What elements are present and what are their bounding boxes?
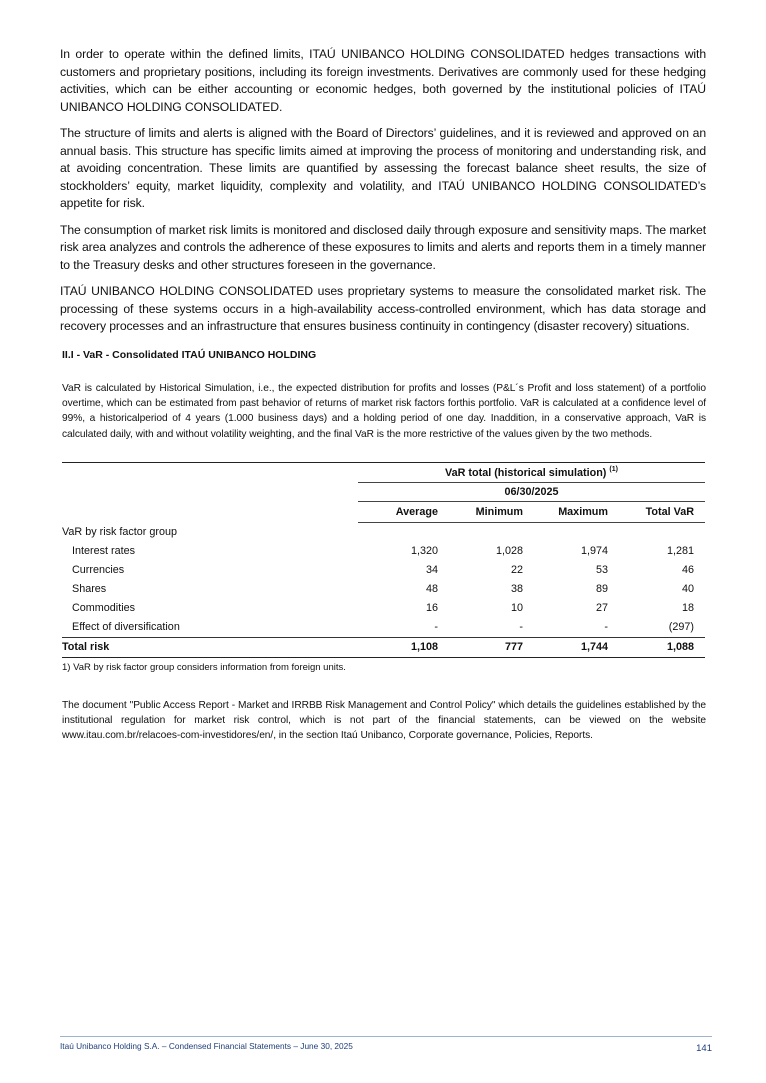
cell-value: 1,320 (410, 545, 438, 558)
cell-value: - (604, 621, 608, 634)
cell-value: 89 (595, 583, 608, 596)
group-row (62, 522, 705, 542)
paragraph-limit-consumption: The consumption of market risk limits is monitored and disclosed daily through exposure and sensitivity maps. The market risk area analyzes and controls the adherence of these exposures to limits and alerts and reports them in a timely manner to the Treasury desks and other structures foreseen in the governance. (60, 222, 706, 272)
table-row (62, 599, 705, 618)
cell-value: 16 (425, 602, 438, 615)
cell-value: 22 (510, 564, 523, 577)
column-header-total-var: Total VaR (619, 501, 705, 522)
row-label: Shares (72, 583, 107, 596)
table-title-footnote-marker: (1) (609, 465, 618, 473)
cell-value: 46 (681, 564, 694, 577)
cell-value: 27 (595, 602, 608, 615)
total-label: Total risk (62, 637, 358, 657)
cell-value: 1,028 (495, 545, 523, 558)
total-value: 1,088 (619, 637, 705, 657)
paragraph-hedging: In order to operate within the defined limits, ITAÚ UNIBANCO HOLDING CONSOLIDATED hedges transactions with customers and proprietary positions, including its foreign investments. Derivatives are commonly used for these hedging activities, which can be either accounting or economic hedges, both governed by the institutional policies of ITAÚ UNIBANCO HOLDING CONSOLIDATED. (60, 47, 706, 114)
cell-value: 1,974 (580, 545, 608, 558)
cell-value: 53 (595, 564, 608, 577)
page-content (60, 46, 706, 764)
page-number: 141 (696, 1043, 712, 1054)
var-table (62, 462, 705, 658)
table-date-row (62, 482, 705, 501)
cell-value: 10 (510, 602, 523, 615)
column-header-minimum: Minimum (449, 501, 534, 522)
row-label: Commodities (72, 602, 135, 615)
paragraph-proprietary-systems: ITAÚ UNIBANCO HOLDING CONSOLIDATED uses proprietary systems to measure the consolidated market risk. The processing of these systems occurs in a high-availability access-controlled environment, which has data storage and recovery processes and an infrastructure that ensures business continuity in contingency (disaster recovery) situations. (60, 284, 706, 333)
group-label: VaR by risk factor group (62, 525, 178, 538)
cell-value: 18 (681, 602, 694, 615)
column-header-average: Average (358, 501, 449, 522)
footer-text: Itaú Unibanco Holding S.A. – Condensed Financial Statements – June 30, 2025 (60, 1041, 353, 1051)
total-row (62, 637, 705, 657)
table-title: VaR total (historical simulation) $^{(1)}$ (358, 463, 705, 483)
table-row (62, 542, 705, 561)
cell-value: 40 (681, 583, 694, 596)
row-label: Effect of diversification (72, 621, 180, 634)
cell-value: 34 (425, 564, 438, 577)
row-label: Currencies (72, 564, 125, 577)
cell-value: - (519, 621, 523, 634)
cell-value: (297) (668, 621, 694, 634)
total-value: 1,744 (534, 637, 619, 657)
table-header-row (62, 501, 705, 522)
table-row (62, 580, 705, 599)
cell-value: 1,281 (666, 545, 694, 558)
table-date: 06/30/2025 (358, 482, 705, 501)
total-value: 777 (449, 637, 534, 657)
total-value: 1,108 (358, 637, 449, 657)
page-footer (60, 1036, 712, 1054)
table-title-row (62, 463, 705, 483)
cell-value: - (434, 621, 438, 634)
row-label: Interest rates (72, 545, 136, 558)
table-footnote: 1) VaR by risk factor group considers information from foreign units. (62, 661, 346, 673)
column-header-maximum: Maximum (534, 501, 619, 522)
cell-value: 38 (510, 583, 523, 596)
closing-paragraph: The document "Public Access Report - Market and IRRBB Risk Management and Control Policy" which details the guidelines established by the institutional regulation for market risk control, which is not part of the financial statements, can be viewed on the website www.itau.com.br/relacoes-com-investidores/en/, in the section Itaú Unibanco, Corporate governance, Policies, Reports. (62, 699, 706, 742)
table-row (62, 618, 705, 638)
table-row (62, 561, 705, 580)
cell-value: 48 (425, 583, 438, 596)
var-description: VaR is calculated by Historical Simulation, i.e., the expected distribution for profits and losses (P&L´s Profit and loss statement) of a portfolio overtime, which can be estimated from past behavior of returns of market risk factors forthis portfolio. VaR is calculated at a confidence level of 99%, a historicalperiod of 4 years (1.000 business days) and a holding period of one day. Inaddition, in a conservative approach, VaR is calculated daily, with and without volatility weighting, and the final VaR is the more restrictive of the values given by the two methods. (62, 382, 706, 440)
section-title: II.I - VaR - Consolidated ITAÚ UNIBANCO HOLDING (62, 348, 317, 361)
paragraph-limits-structure: The structure of limits and alerts is aligned with the Board of Directors’ guidelines, and it is reviewed and approved on an annual basis. This structure has specific limits aimed at improving the process of monitoring and understanding risk, and at avoiding concentration. These limits are quantified by assessing the forecast balance sheet results, the size of stockholders’ equity, market liquidity, complexity and volatility, and ITAÚ UNIBANCO HOLDING CONSOLIDATED’s appetite for risk. (60, 126, 706, 210)
